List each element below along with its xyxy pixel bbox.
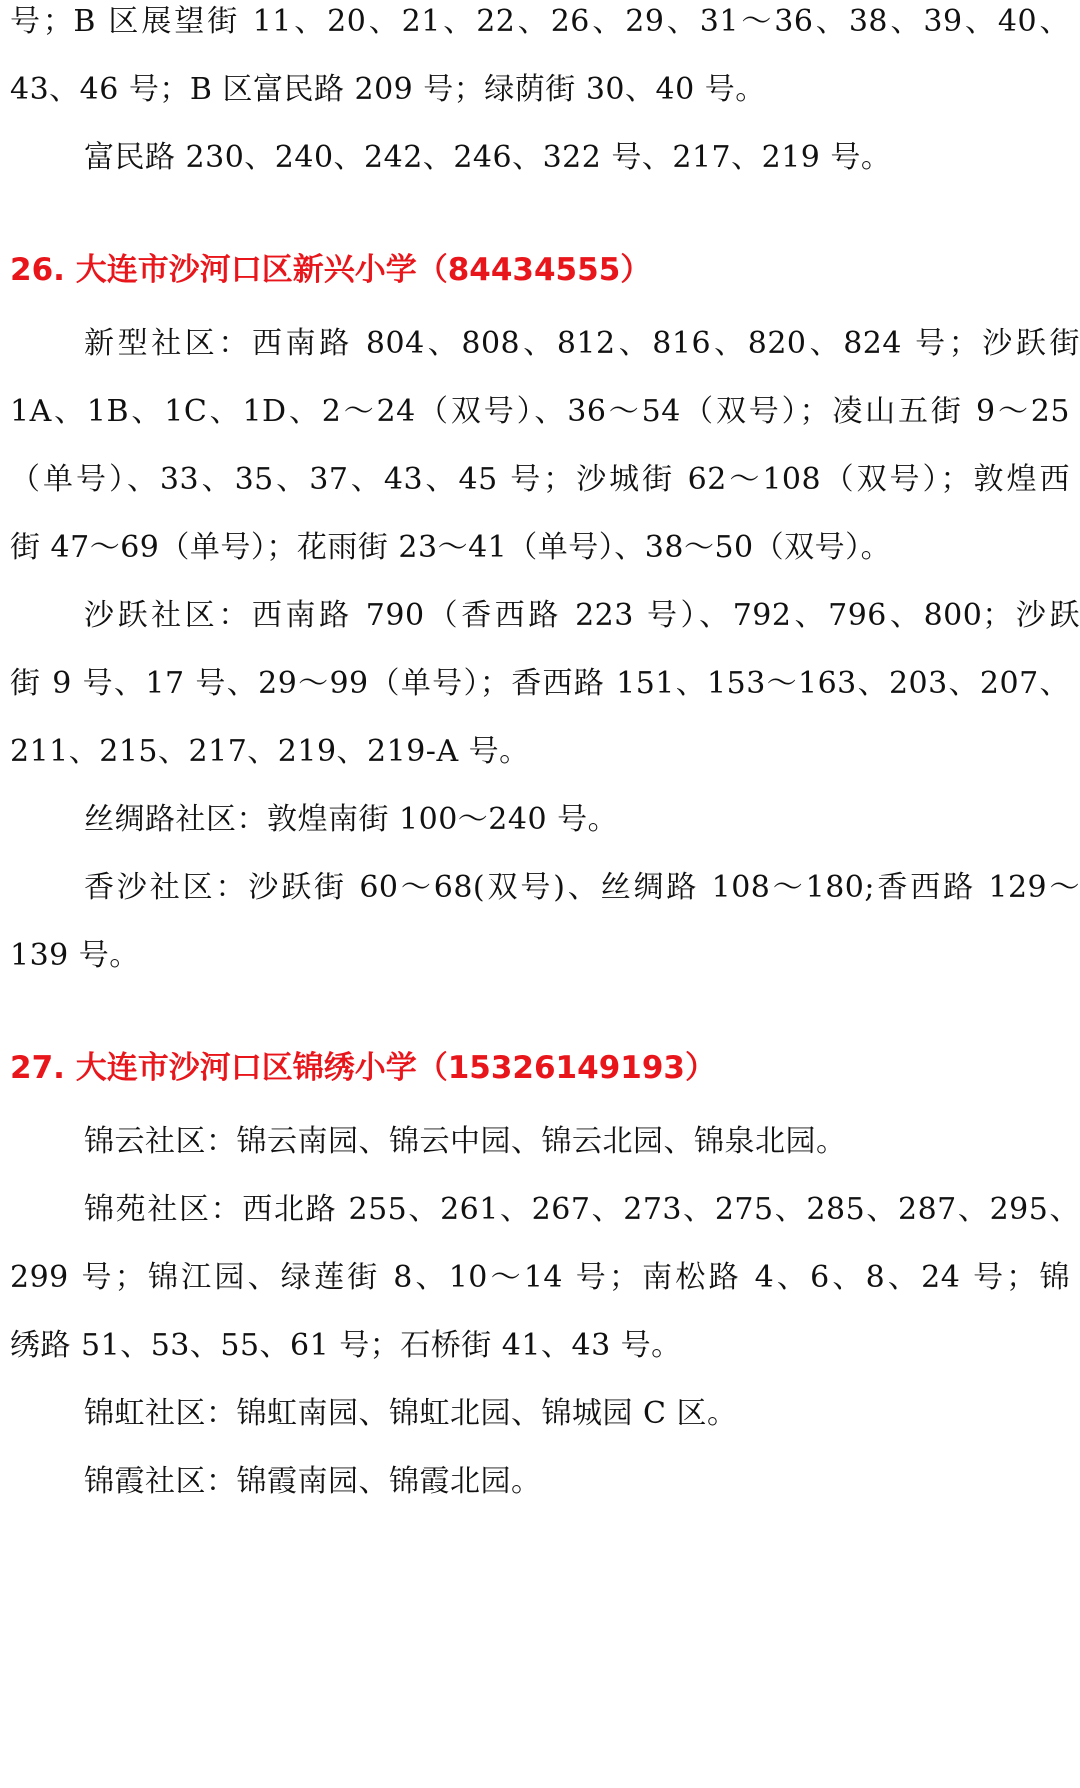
school-26-p1-line-4: 街 47～69（单号）；花雨街 23～41（单号）、38～50（双号）。 [10,530,892,565]
school-27-p2-line-3: 绣路 51、53、55、61 号；石桥街 41、43 号。 [10,1328,682,1363]
intro-line-3: 富民路 230、240、242、246、322 号、217、219 号。 [84,140,892,175]
school-27-p3: 锦虹社区：锦虹南园、锦虹北园、锦城园 C 区。 [84,1396,738,1431]
school-26-p1-line-3: （单号）、33、35、37、43、45 号；沙城街 62～108（双号）；敦煌西 [10,462,1070,497]
school-26-p3: 丝绸路社区：敦煌南街 100～240 号。 [84,802,619,837]
school-26-p2-line-2: 街 9 号、17 号、29～99（单号）；香西路 151、153～163、203、207、 [10,666,1070,701]
school-26-p4-line-2: 139 号。 [10,938,140,973]
intro-line-2: 43、46 号；B 区富民路 209 号；绿荫街 30、40 号。 [10,72,766,107]
school-27-p4: 锦霞社区：锦霞南园、锦霞北园。 [84,1464,542,1499]
school-26-p1-line-2: 1A、1B、1C、1D、2～24（双号）、36～54（双号）；凌山五街 9～25 [10,394,1070,429]
school-27-p2-line-2: 299 号；锦江园、绿莲街 8、10～14 号；南松路 4、6、8、24 号；锦 [10,1260,1070,1295]
school-26-heading: 26. 大连市沙河口区新兴小学（84434555） [10,252,652,288]
intro-line-1: 号；B 区展望街 11、20、21、22、26、29、31～36、38、39、40、 [10,4,1070,39]
school-26-p2-line-1: 沙跃社区：西南路 790（香西路 223 号）、792、796、800；沙跃 [84,598,1080,633]
school-26-p1-line-1: 新型社区：西南路 804、808、812、816、820、824 号；沙跃街 [84,326,1080,361]
school-26-p4-line-1: 香沙社区：沙跃街 60～68(双号)、丝绸路 108～180;香西路 129～ [84,870,1080,905]
school-27-p2-line-1: 锦苑社区：西北路 255、261、267、273、275、285、287、295、 [84,1192,1080,1227]
school-27-heading: 27. 大连市沙河口区锦绣小学（15326149193） [10,1050,716,1086]
school-26-p2-line-3: 211、215、217、219、219-A 号。 [10,734,530,769]
school-27-p1: 锦云社区：锦云南园、锦云中园、锦云北园、锦泉北园。 [84,1124,847,1159]
